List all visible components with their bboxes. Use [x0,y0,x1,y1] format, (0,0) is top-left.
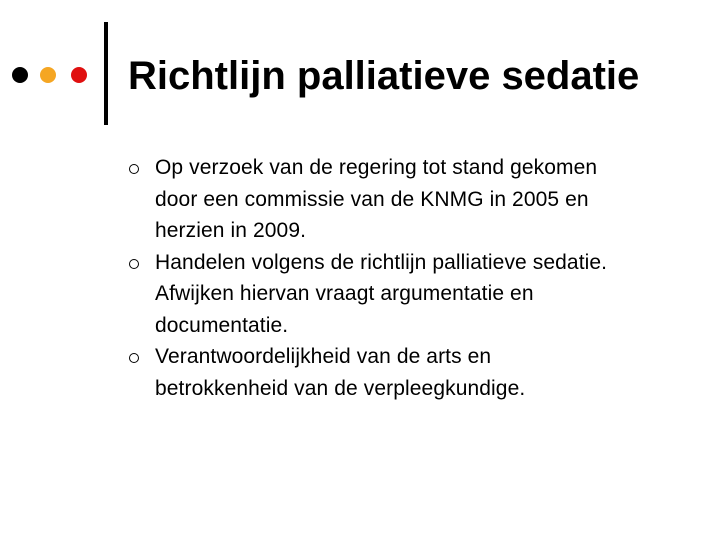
bullet-item [128,341,698,404]
hollow-circle-bullet-icon [129,164,139,174]
bullet-line: documentatie. [155,313,289,337]
bullet-line: betrokkenheid van de verpleegkundige. [155,376,526,400]
bullet-line: herzien in 2009. [155,219,307,242]
bullet-line: Op verzoek van de regering tot stand gekomen [155,156,598,179]
red-dot-icon [71,67,87,83]
bullet-list [128,152,698,404]
hollow-circle-bullet-icon [129,259,139,269]
bullet-line: door een commissie van de KNMG in 2005 en [155,187,589,211]
hollow-circle-bullet-icon [129,353,139,363]
bullet-item [128,247,698,342]
black-dot-icon [12,67,28,83]
bullet-line: Handelen volgens de richtlijn palliatieve sedatie. [155,250,608,274]
slide-title: Richtlijn palliatieve sedatie [128,54,640,98]
title-divider [104,22,108,125]
bullet-item [128,152,698,247]
orange-dot-icon [40,67,56,83]
bullet-line: Verantwoordelijkheid van de arts en [155,345,492,368]
bullet-line: Afwijken hiervan vraagt argumentatie en [155,282,534,305]
